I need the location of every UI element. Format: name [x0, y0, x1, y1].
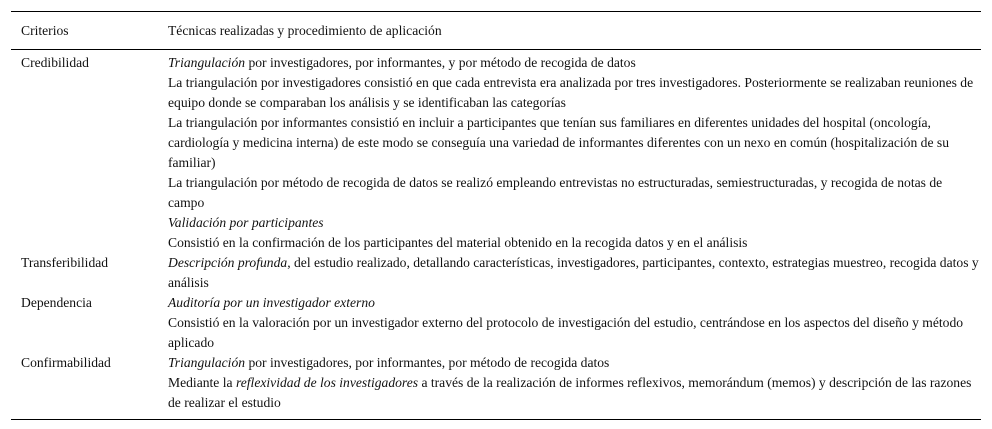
header-criterios: Criterios	[21, 23, 69, 38]
italic-heading: Validación por participantes	[168, 215, 324, 230]
line-text: Mediante la	[168, 375, 236, 390]
criterio-cell: Dependencia	[21, 295, 92, 310]
italic-term: Triangulación	[168, 355, 246, 370]
text-line: La triangulación por investigadores consistió en que cada entrevista era analizada por tres investigadores. Posteriormente se realizaban reuniones de equipo donde se comparaban los análisis y se identificaban las categorías	[168, 75, 974, 110]
text-line	[168, 53, 981, 73]
italic-heading: Auditoría por un investigador externo	[168, 295, 375, 310]
table-row	[11, 253, 981, 293]
line-text: por investigadores, por informantes, y por método de recogida de datos	[245, 55, 636, 70]
header-tecnicas: Técnicas realizadas y procedimiento de aplicación	[168, 23, 442, 38]
line-text: , del estudio realizado, detallando características, investigadores, participantes, contexto, estrategias muestreo, recogida datos y análisis	[168, 255, 979, 290]
table-row	[11, 293, 981, 353]
tecnica-cell	[158, 253, 981, 293]
text-line	[168, 353, 981, 373]
tecnica-cell	[158, 353, 981, 420]
text-line: La triangulación por método de recogida de datos se realizó empleando entrevistas no estructuradas, semiestructuradas, y recogida de notas de campo	[168, 175, 943, 210]
table-row	[11, 50, 981, 254]
text-line	[168, 253, 981, 293]
italic-term: reflexividad de los investigadores	[235, 375, 419, 390]
text-line: La triangulación por informantes consistió en incluir a participantes que tenían sus familiares en diferentes unidades del hospital (oncología, cardiología y medicina interna) de este modo se conseguía una variedad de informantes diferentes con un nexo en común (hospitalización de su familiar)	[168, 115, 949, 170]
text-line	[168, 373, 981, 413]
tecnica-cell	[158, 293, 981, 353]
criterio-cell: Transferibilidad	[21, 255, 109, 270]
criteria-table	[11, 11, 981, 420]
table-row	[11, 353, 981, 420]
criterio-cell: Credibilidad	[21, 55, 89, 70]
line-text: por investigadores, por informantes, por método de recogida datos	[245, 355, 610, 370]
italic-term: Triangulación	[168, 55, 246, 70]
text-line: Consistió en la confirmación de los participantes del material obtenido en la recogida datos y en el análisis	[168, 235, 748, 250]
criteria-table-container	[11, 11, 981, 420]
italic-term: Descripción profunda	[168, 255, 288, 270]
tecnica-cell	[158, 50, 981, 254]
criterio-cell: Confirmabilidad	[21, 355, 111, 370]
line-text-after: a través de la realización de informes reflexivos, memorándum (memos) y descripción de las razones de realizar el estudio	[168, 375, 972, 410]
text-line: Consistió en la valoración por un investigador externo del protocolo de investigación del estudio, centrándose en los aspectos del diseño y método aplicado	[168, 315, 964, 350]
table-header-row	[11, 12, 981, 50]
